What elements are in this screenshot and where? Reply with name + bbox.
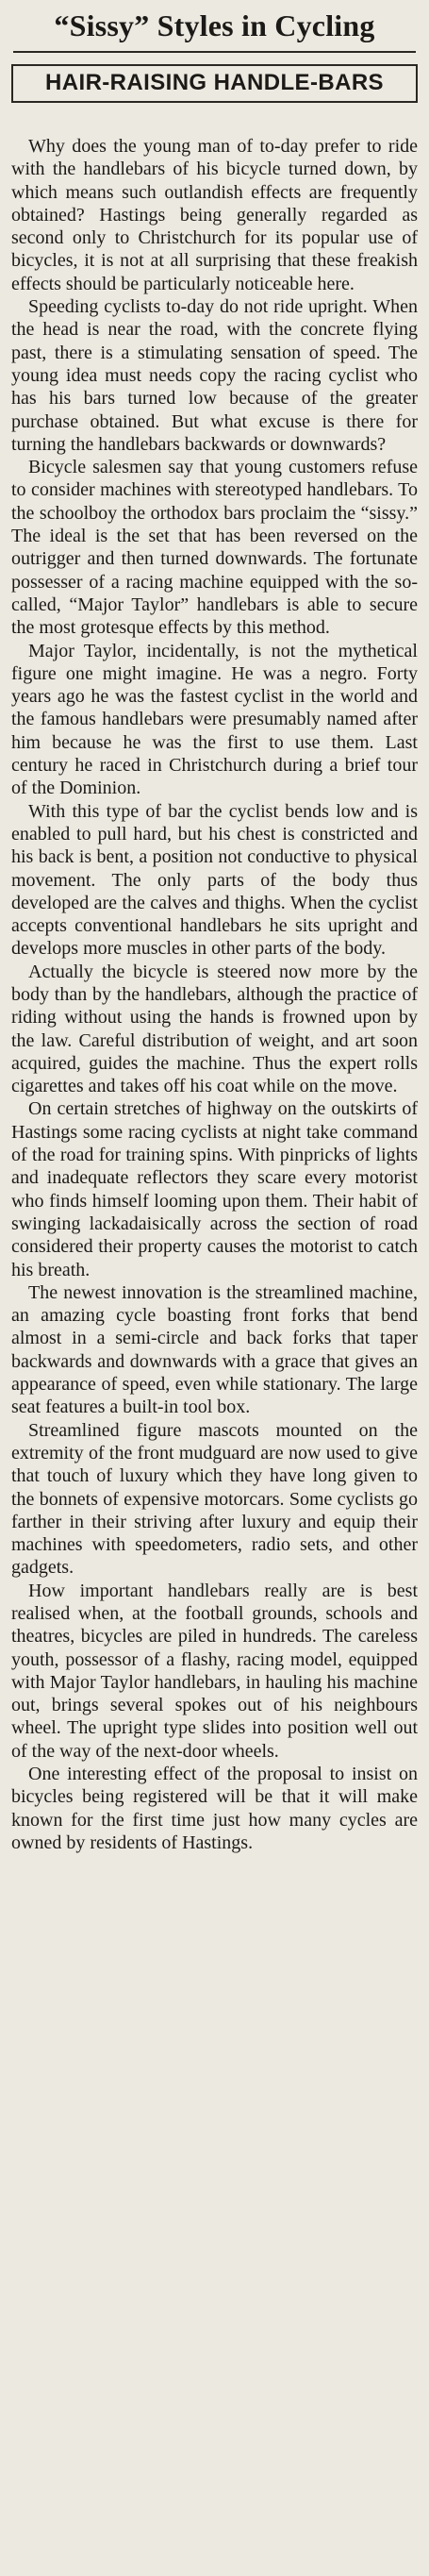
headline-divider — [13, 51, 416, 53]
article-paragraph: Why does the young man of to-day prefer to ride with the handlebars of his bicycle turned down, by which means such outlandish effects are frequently obtained? Hastings being generally regarded as second only to Christchurch for its popular use of bicycles, it is not at all surprising that these freakish effects should be particularly noticeable here. — [11, 136, 418, 294]
headline: “Sissy” Styles in Cycling — [54, 8, 375, 42]
article-paragraph: Major Taylor, incidentally, is not the mythetical figure one might imagine. He was a negro. Forty years ago he was the fastest cyclist in the world and the famous handlebars were presumably named after him because he was the first to use them. Last century he raced in Christchurch during a brief tour of the Dominion. — [11, 640, 418, 799]
article-body — [9, 135, 420, 1854]
subheadline: HAIR-RAISING HANDLE-BARS — [45, 70, 384, 95]
subheadline-box — [11, 64, 418, 103]
article-paragraph: Actually the bicycle is steered now more by the body than by the handlebars, although the practice of riding without using the hands is frowned upon by the law. Careful distribution of weight, and art soon acquired, guides the machine. Thus the expert rolls cigarettes and takes off his coat while on the move. — [11, 961, 418, 1097]
article-paragraph: With this type of bar the cyclist bends low and is enabled to pull hard, but his chest is constricted and his back is bent, a position not conductive to physical movement. The only parts of the body thus developed are the calves and thighs. When the cyclist accepts conventional handlebars he sits upright and develops more muscles in other parts of the body. — [11, 800, 418, 960]
article-paragraph: The newest innovation is the streamlined machine, an amazing cycle boasting front forks that bend almost in a semi-circle and back forks that taper backwards and downwards with a grace that gives an appearance of speed, even while stationary. The large seat features a built-in tool box. — [11, 1281, 418, 1418]
article-paragraph: Streamlined figure mascots mounted on the extremity of the front mudguard are now used to give that touch of luxury which they have long given to the bonnets of expensive motorcars. Some cyclists go farther in their striving after luxury and equip their machines with speedometers, radio sets, and other gadgets. — [11, 1419, 418, 1579]
article-paragraph: On certain stretches of highway on the outskirts of Hastings some racing cyclists at night take command of the road for training spins. With pinpricks of lights and inadequate reflectors they scare every motorist who finds himself looming upon them. Their habit of swinging lackadaisically across the section of road considered their property causes the motorist to catch his breath. — [11, 1098, 418, 1280]
article-paragraph: Speeding cyclists to-day do not ride upright. When the head is near the road, with the concrete flying past, there is a stimulating sensation of speed. The young idea must needs copy the racing cyclist who has his bars turned low because of the greater purchase obtained. But what excuse is there for turning the handlebars backwards or downwards? — [11, 296, 418, 455]
article-paragraph: One interesting effect of the proposal to insist on bicycles being registered will be that it will make known for the first time just how many cycles are owned by residents of Hastings. — [11, 1764, 418, 1853]
article-paragraph: How important handlebars really are is best realised when, at the football grounds, schools and theatres, bicycles are piled in hundreds. The careless youth, possessor of a flashy, racing model, equipped with Major Taylor handlebars, in hauling his machine out, brings several spokes out of his neighbours wheel. The upright type slides into position well out of the way of the next-door wheels. — [11, 1580, 418, 1762]
article-paragraph: Bicycle salesmen say that young customers refuse to consider machines with stereotyped handlebars. To the schoolboy the orthodox bars proclaim the “sissy.” The ideal is the set that has been reversed on the outrigger and then turned downwards. The fortunate possesser of a racing machine equipped with the so-called, “Major Taylor” handlebars is able to secure the most grotesque effects by this method. — [11, 457, 418, 639]
